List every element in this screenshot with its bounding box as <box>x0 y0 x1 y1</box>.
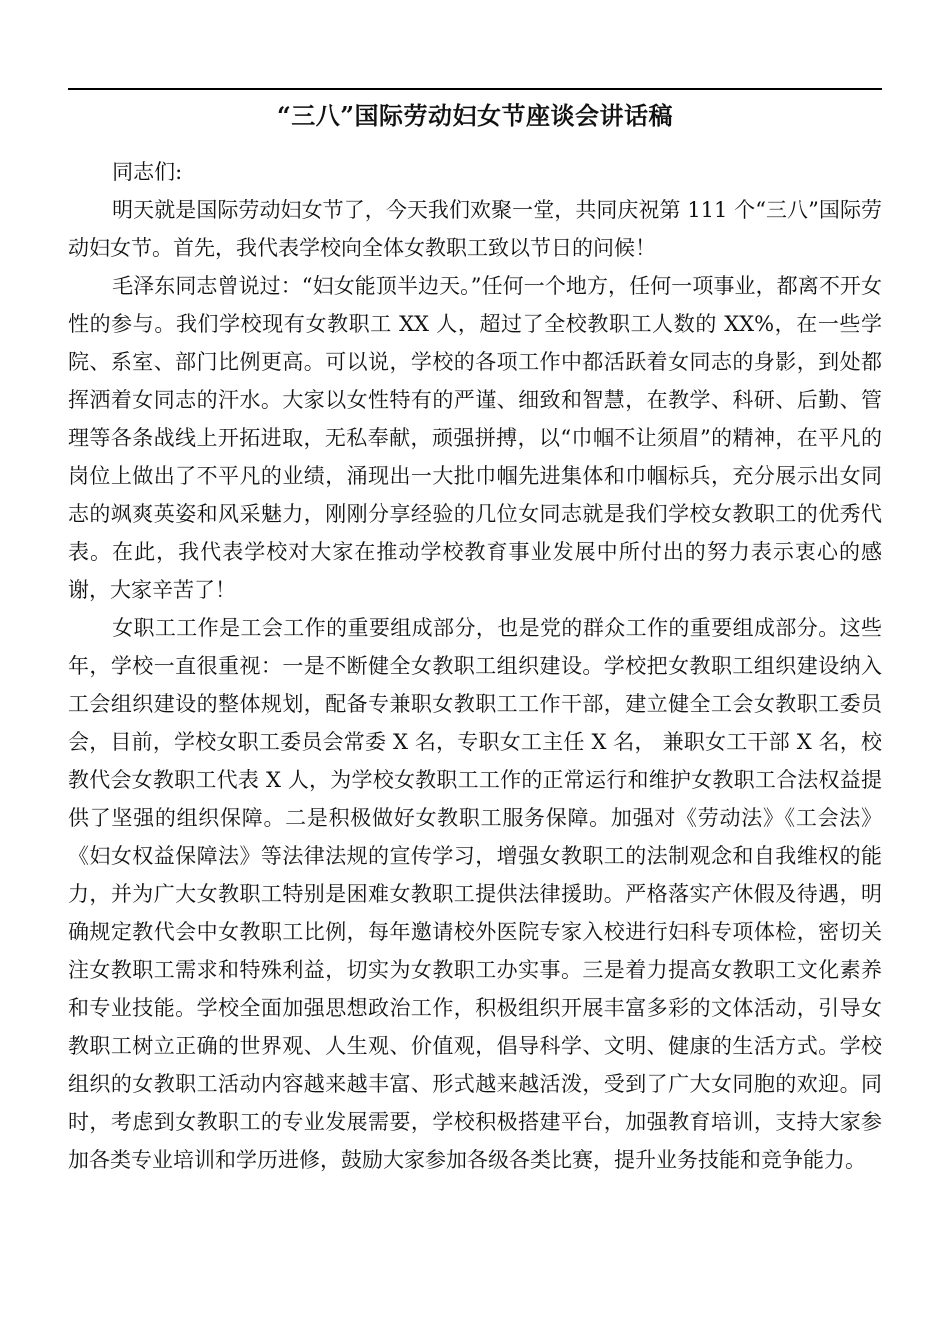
body-paragraph: 女职工工作是工会工作的重要组成部分，也是党的群众工作的重要组成部分。这些年，学校一直很重视：一是不断健全女教职工组织建设。学校把女教职工组织建设纳入工会组织建设的整体规划，配备专兼职女教职工工作干部，建立健全工会女教职工委员会，目前，学校女职工委员会常委 X 名，专职女工主任 X 名， 兼职女工干部 X 名，校教代会女教职工代表 X 人，为学校女教职工工作的正常运行和维护女教职工合法权益提供了坚强的组织保障。二是积极做好女教职工服务保障。加强对《劳动法》《工会法》《妇女权益保障法》等法律法规的宣传学习，增强女教职工的法制观念和自我维权的能力，并为广大女教职工特别是困难女教职工提供法律援助。严格落实产休假及待遇，明确规定教代会中女教职工比例，每年邀请校外医院专家入校进行妇科专项体检，密切关注女教职工需求和特殊利益，切实为女教职工办实事。三是着力提高女教职工文化素养和专业技能。学校全面加强思想政治工作，积极组织开展丰富多彩的文体活动，引导女教职工树立正确的世界观、人生观、价值观，倡导科学、文明、健康的生活方式。学校组织的女教职工活动内容越来越丰富、形式越来越活泼，受到了广大女同胞的欢迎。同时，考虑到女教职工的专业发展需要，学校积极搭建平台，加强教育培训，支持大家参加各类专业培训和学历进修，鼓励大家参加各级各类比赛，提升业务技能和竞争能力。 <box>68 616 882 1172</box>
body-paragraph: 明天就是国际劳动妇女节了，今天我们欢聚一堂，共同庆祝第 111 个“三八”国际劳动妇女节。首先，我代表学校向全体女教职工致以节日的问候！ <box>68 198 882 260</box>
body-paragraph: 毛泽东同志曾说过：“妇女能顶半边天。”任何一个地方，任何一项事业，都离不开女性的参与。我们学校现有女教职工 XX 人，超过了全校教职工人数的 XX%，在一些学院、系室、部门比例更高。可以说，学校的各项工作中都活跃着女同志的身影，到处都挥洒着女同志的汗水。大家以女性特有的严谨、细致和智慧，在教学、科研、后勤、管理等各条战线上开拓进取，无私奉献，顽强拼搏，以“巾帼不让须眉”的精神，在平凡的岗位上做出了不平凡的业绩，涌现出一大批巾帼先进集体和巾帼标兵，充分展示出女同志的飒爽英姿和风采魅力，刚刚分享经验的几位女同志就是我们学校女教职工的优秀代表。在此，我代表学校对大家在推动学校教育事业发展中所付出的努力表示衷心的感谢，大家辛苦了！ <box>68 274 882 602</box>
document-title: “三八”国际劳动妇女节座谈会讲话稿 <box>276 101 674 130</box>
header-rule <box>68 88 882 90</box>
salutation-paragraph: 同志们: <box>112 160 183 184</box>
document-body <box>68 153 882 1179</box>
